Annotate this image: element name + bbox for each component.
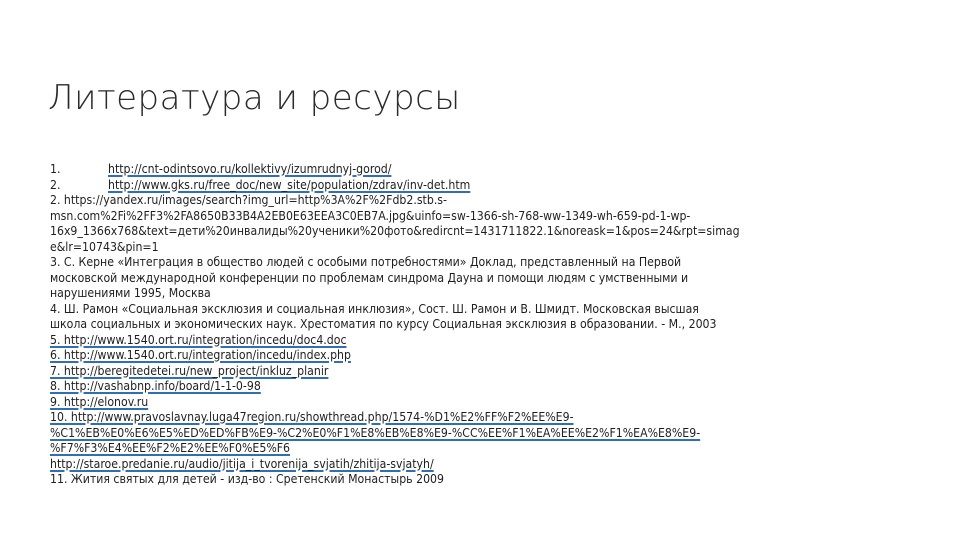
reference-link[interactable]: 8. http://vashabnp.info/board/1-1-0-98 [50, 379, 261, 393]
slide-title: Литература и ресурсы [48, 78, 461, 118]
reference-line [50, 410, 940, 426]
references-list [50, 162, 940, 488]
reference-link[interactable]: %C1%EB%E0%E6%E5%ED%ED%FB%E9-%C2%E0%F1%E8%EB%E8%E9-%CC%EE%F1%EA%EE%E2%F1%EA%E8%E9- [50, 425, 701, 440]
reference-line [50, 364, 940, 380]
reference-line [50, 379, 940, 395]
reference-line [50, 348, 940, 364]
reference-link[interactable]: http://www.gks.ru/free_doc/new_site/population/zdrav/inv-det.htm [108, 177, 471, 192]
reference-line [50, 441, 940, 457]
reference-line [50, 457, 940, 473]
reference-link[interactable]: %F7%F3%E4%EE%F2%E2%EE%F0%E5%F6 [50, 441, 291, 455]
reference-text: 2. https://yandex.ru/images/search?img_url=http%3A%2F%2Fdb2.stb.s- [50, 193, 447, 207]
reference-text: нарушениями 1995, Москва [50, 286, 211, 300]
reference-line [50, 162, 940, 178]
reference-text: 16x9_1366x768&text=дети%20инвалиды%20ученики%20фото&redircnt=1431711822.1&noreask=1&pos=24&rpt=simag [50, 224, 740, 238]
reference-text: школа социальных и экономических наук. Хрестоматия по курсу Социальная эксклюзия в образовании. - М., 2003 [50, 317, 717, 331]
reference-link[interactable]: http://cnt-odintsovo.ru/kollektivy/izumrudnyj-gorod/ [108, 162, 392, 176]
reference-link[interactable]: 6. http://www.1540.ort.ru/integration/incedu/index.php [50, 348, 351, 362]
reference-line [50, 333, 940, 349]
reference-line [50, 426, 940, 442]
reference-line [50, 395, 940, 411]
reference-text: московской международной конференции по проблемам синдрома Дауна и помощи людям с умственными и [50, 270, 689, 285]
reference-text: msn.com%2Fi%2FF3%2FA8650B33B4A2EB0E63EEA3C0EB7A.jpg&uinfo=sw-1366-sh-768-ww-1349-wh-659-pd-1-wp- [50, 208, 691, 223]
reference-link[interactable]: 9. http://elonov.ru [50, 394, 149, 409]
reference-link[interactable]: 10. http://www.pravoslavnay.luga47region.ru/showthread.php/1574-%D1%E2%FF%F2%EE%E9- [50, 410, 574, 424]
reference-text: 11. Жития святых для детей - изд-во : Сретенский Монастырь 2009 [50, 472, 445, 486]
reference-line [50, 178, 940, 194]
reference-number: 1. [50, 162, 61, 176]
reference-link[interactable]: http://staroe.predanie.ru/audio/jitija_i_tvorenija_svjatih/zhitija-svjatyh/ [50, 456, 434, 471]
reference-text: 3. С. Керне «Интеграция в общество людей с особыми потребностями» Доклад, представленный на Первой [50, 255, 682, 269]
reference-link[interactable]: 7. http://beregitedetei.ru/new_project/inkluz_planir [50, 363, 329, 378]
reference-text: e&lr=10743&pin=1 [50, 239, 159, 254]
reference-number: 2. [50, 177, 61, 192]
reference-text: 4. Ш. Рамон «Социальная эксклюзия и социальная инклюзия», Сост. Ш. Рамон и В. Шмидт. Московская высшая [50, 301, 699, 316]
reference-link[interactable]: 5. http://www.1540.ort.ru/integration/incedu/doc4.doc [50, 332, 347, 347]
